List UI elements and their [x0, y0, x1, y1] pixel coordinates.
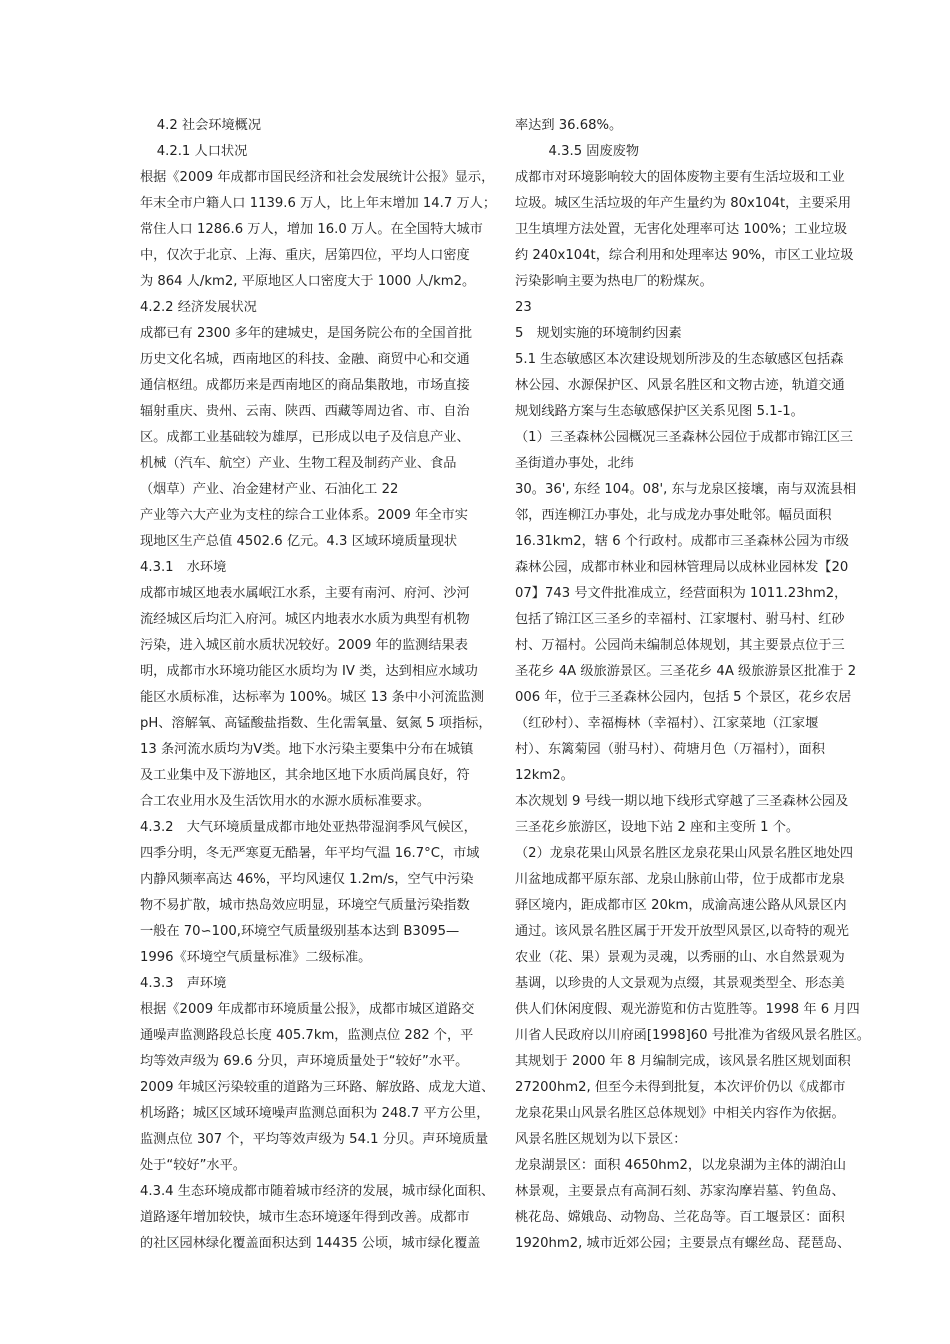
- text-line: 农业（花、果）景观为灵魂，以秀丽的山、水自然景观为: [515, 950, 845, 965]
- text-line: 中，仅次于北京、上海、重庆，居第四位，平均人口密度: [140, 248, 470, 263]
- text-line: （2）龙泉花果山风景名胜区龙泉花果山风景名胜区地处四: [515, 846, 854, 861]
- text-line: 率达到 36.68%。: [515, 118, 623, 133]
- text-line: 常住人口 1286.6 万人，增加 16.0 万人。在全国特大城市: [140, 222, 483, 237]
- text-line: 根据《2009 年成都市环境质量公报》，成都市城区道路交: [140, 1002, 475, 1017]
- text-line: 物不易扩散，城市热岛效应明显，环境空气质量污染指数: [140, 898, 470, 913]
- text-line: 5 规划实施的环境制约因素: [515, 326, 682, 341]
- text-line: 约 240x104t，综合利用和处理率达 90%，市区工业垃圾: [515, 248, 854, 263]
- text-line: 四季分明，冬无严寒夏无酷暑，年平均气温 16.7°C，市域: [140, 846, 480, 861]
- text-line: 垃圾。城区生活垃圾的年产生量约为 80x104t，主要采用: [515, 196, 852, 211]
- text-line: 三圣花乡旅游区，设地下站 2 座和主变所 1 个。: [515, 820, 800, 835]
- text-line: 12km2。: [515, 768, 574, 783]
- text-line: 驿区境内，距成都市区 20km，成渝高速公路从风景区内: [515, 898, 847, 913]
- text-line: 圣花乡 4A 级旅游景区。三圣花乡 4A 级旅游景区批准于 2: [515, 664, 857, 679]
- text-line: 23: [515, 300, 532, 315]
- text-line: 机械（汽车、航空）产业、生物工程及制药产业、食品: [140, 456, 457, 471]
- text-line: 川盆地成都平原东部、龙泉山脉前山带，位于成都市龙泉: [515, 872, 845, 887]
- text-line: 4.3.3 声环境: [140, 976, 227, 991]
- text-line: 卫生填埋方法处置，无害化处理率可达 100%；工业垃圾: [515, 222, 848, 237]
- text-line: 07】743 号文件批准成立，经营面积为 1011.23hm2，: [515, 586, 848, 601]
- text-line: 通过。该风景名胜区属于开发开放型风景区,以奇特的观光: [515, 924, 849, 939]
- text-line: 合工农业用水及生活饮用水的水源水质标准要求。: [140, 794, 431, 809]
- text-line: 4.3.1 水环境: [140, 560, 227, 575]
- text-line: 供人们休闲度假、观光游览和仿古览胜等。1998 年 6 月四: [515, 1002, 860, 1017]
- text-line: 内静风频率高达 46%，平均风速仅 1.2m/s，空气中污染: [140, 872, 474, 887]
- text-line: 16.31km2，辖 6 个行政村。成都市三圣森林公园为市级: [515, 534, 849, 549]
- text-line: 龙泉花果山风景名胜区总体规划》中相关内容作为依据。: [515, 1106, 845, 1121]
- text-line: 及工业集中及下游地区，其余地区地下水质尚属良好，符: [140, 768, 470, 783]
- text-line: pH、溶解氧、高锰酸盐指数、生化需氧量、氨氮 5 项指标，: [140, 716, 492, 731]
- text-line: 2009 年城区污染较重的道路为三环路、解放路、成龙大道、: [140, 1080, 495, 1095]
- text-line: 林公园、水源保护区、风景名胜区和文物古迹，轨道交通: [515, 378, 845, 393]
- text-line: 规划线路方案与生态敏感保护区关系见图 5.1-1。: [515, 404, 804, 419]
- text-line: 流经城区后均汇入府河。城区内地表水水质为典型有机物: [140, 612, 470, 627]
- text-line: （烟草）产业、冶金建材产业、石油化工 22: [140, 482, 399, 497]
- text-line: 根据《2009 年成都市国民经济和社会发展统计公报》显示，: [140, 170, 495, 185]
- text-line: 包括了锦江区三圣乡的幸福村、江家堰村、驸马村、红砂: [515, 612, 845, 627]
- text-line: 4.2.1 人口状况: [140, 144, 248, 159]
- left-text-column: [140, 113, 498, 1257]
- text-line: 的社区园林绿化覆盖面积达到 14435 公顷，城市绿化覆盖: [140, 1236, 481, 1251]
- text-line: 圣街道办事处，北纬: [515, 456, 634, 471]
- text-line: 污染影响主要为热电厂的粉煤灰。: [515, 274, 713, 289]
- text-line: 处于“较好”水平。: [140, 1158, 246, 1173]
- text-line: 一般在 70∽100,环境空气质量级别基本达到 B3095—: [140, 924, 460, 939]
- text-line: 村）、东篱菊园（驸马村）、荷塘月色（万福村），面积: [515, 742, 825, 757]
- text-line: 27200hm2, 但至今未得到批复，本次评价仍以《成都市: [515, 1080, 846, 1095]
- text-line: 明，成都市水环境功能区水质均为 IV 类，达到相应水域功: [140, 664, 478, 679]
- text-line: （红砂村）、幸福梅林（幸福村）、江家菜地（江家堰: [515, 716, 819, 731]
- text-line: 龙泉湖景区：面积 4650hm2，以龙泉湖为主体的湖泊山: [515, 1158, 847, 1173]
- text-line: 辐射重庆、贵州、云南、陕西、西藏等周边省、市、自治: [140, 404, 470, 419]
- text-line: 林景观，主要景点有高洞石刻、苏家沟摩岩墓、钓鱼岛、: [515, 1184, 845, 1199]
- text-line: 1920hm2, 城市近郊公园；主要景点有螺丝岛、琵琶岛、: [515, 1236, 851, 1251]
- text-line: 村、万福村。公园尚未编制总体规划，其主要景点位于三: [515, 638, 845, 653]
- text-line: 成都市对环境影响较大的固体废物主要有生活垃圾和工业: [515, 170, 845, 185]
- text-line: 川省人民政府以川府函[1998]60 号批准为省级风景名胜区。: [515, 1028, 870, 1043]
- text-line: 邻，西连柳江办事处，北与成龙办事处毗邻。幅员面积: [515, 508, 832, 523]
- text-line: 区。成都工业基础较为雄厚，已形成以电子及信息产业、: [140, 430, 470, 445]
- text-line: 1996《环境空气质量标准》二级标准。: [140, 950, 372, 965]
- text-line: 道路逐年增加较快，城市生态环境逐年得到改善。成都市: [140, 1210, 470, 1225]
- text-line: 监测点位 307 个，平均等效声级为 54.1 分贝。声环境质量: [140, 1132, 489, 1147]
- text-line: 产业等六大产业为支柱的综合工业体系。2009 年全市实: [140, 508, 468, 523]
- text-line: 年末全市户籍人口 1139.6 万人，比上年末增加 14.7 万人；: [140, 196, 497, 211]
- text-line: 污染，进入城区前水质状况较好。2009 年的监测结果表: [140, 638, 468, 653]
- text-line: 4.2 社会环境概况: [140, 118, 262, 133]
- text-line: 通信枢纽。成都历来是西南地区的商品集散地，市场直接: [140, 378, 470, 393]
- text-line: 4.3.2 大气环境质量成都市地处亚热带湿润季风气候区，: [140, 820, 477, 835]
- text-line: 均等效声级为 69.6 分贝，声环境质量处于“较好”水平。: [140, 1054, 469, 1069]
- text-line: 其规划于 2000 年 8 月编制完成，该风景名胜区规划面积: [515, 1054, 851, 1069]
- text-line: 4.3.5 固废废物: [515, 144, 640, 159]
- text-line: 4.2.2 经济发展状况: [140, 300, 257, 315]
- text-line: 历史文化名城，西南地区的科技、金融、商贸中心和交通: [140, 352, 470, 367]
- text-line: 30。36', 东经 104。08', 东与龙泉区接壤，南与双流县相: [515, 482, 857, 497]
- right-text-column: [515, 113, 880, 1257]
- text-line: 006 年，位于三圣森林公园内，包括 5 个景区，花乡农居: [515, 690, 852, 705]
- text-line: 4.3.4 生态环境成都市随着城市经济的发展，城市绿化面积、: [140, 1184, 495, 1199]
- text-line: 13 条河流水质均为Ⅴ类。地下水污染主要集中分布在城镇: [140, 742, 474, 757]
- text-line: 桃花岛、嫦娥岛、动物岛、兰花岛等。百工堰景区：面积: [515, 1210, 845, 1225]
- text-line: 成都市城区地表水属岷江水系，主要有南河、府河、沙河: [140, 586, 470, 601]
- text-line: 基调，以珍贵的人文景观为点缀，其景观类型全、形态美: [515, 976, 845, 991]
- text-line: 风景名胜区规划为以下景区：: [515, 1132, 687, 1147]
- text-line: 5.1 生态敏感区本次建设规划所涉及的生态敏感区包括森: [515, 352, 844, 367]
- text-line: 机场路；城区区域环境噪声监测总面积为 248.7 平方公里，: [140, 1106, 490, 1121]
- text-line: 成都已有 2300 多年的建城史，是国务院公布的全国首批: [140, 326, 473, 341]
- text-line: 本次规划 9 号线一期以地下线形式穿越了三圣森林公园及: [515, 794, 849, 809]
- text-line: 为 864 人/km2, 平原地区人口密度大于 1000 人/km2。: [140, 274, 476, 289]
- text-line: 森林公园，成都市林业和园林管理局以成林业园林发【20: [515, 560, 849, 575]
- text-line: 通噪声监测路段总长度 405.7km，监测点位 282 个，平: [140, 1028, 474, 1043]
- text-line: 能区水质标准，达标率为 100%。城区 13 条中小河流监测: [140, 690, 484, 705]
- text-line: 现地区生产总值 4502.6 亿元。4.3 区域环境质量现状: [140, 534, 458, 549]
- text-line: （1）三圣森林公园概况三圣森林公园位于成都市锦江区三: [515, 430, 854, 445]
